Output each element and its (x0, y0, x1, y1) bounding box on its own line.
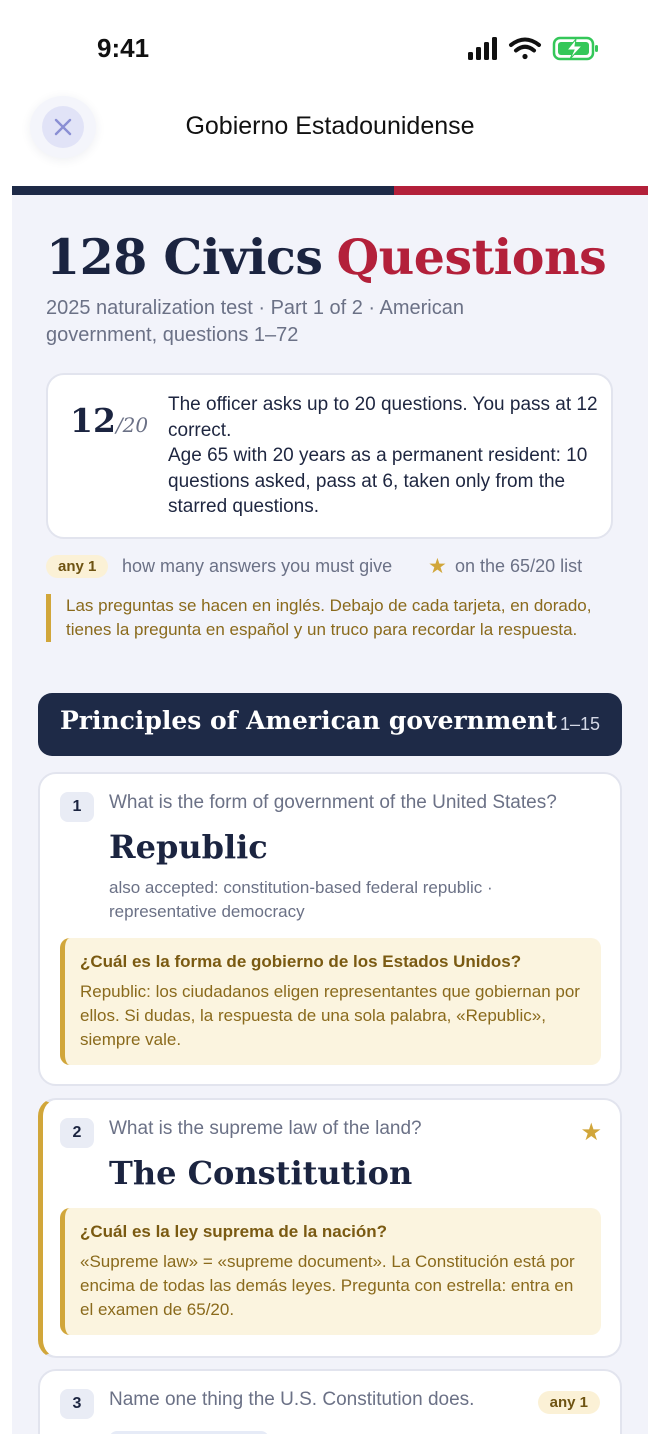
question-number: 2 (60, 1118, 94, 1148)
flag-stripe-blue (12, 186, 394, 195)
section-title: Principles of American government (60, 706, 557, 735)
question-card[interactable] (38, 1098, 622, 1358)
legend-any-pill: any 1 (46, 555, 108, 578)
pass-info-line-1: The officer asks up to 20 questions. You pass at 12 correct. (168, 394, 598, 441)
question-number: 1 (60, 792, 94, 822)
content-panel[interactable] (12, 186, 648, 1434)
pass-info-card (46, 373, 613, 539)
question-number: 3 (60, 1389, 94, 1419)
pass-info-line-2: Age 65 with 20 years as a permanent resident: 10 questions asked, pass at 6, taken only from the starred questions. (168, 445, 588, 517)
flag-stripe (12, 186, 648, 195)
hero-title-part2: Questions (336, 228, 607, 286)
hero-subtitle: 2025 naturalization test · Part 1 of 2 · American government, questions 1–72 (46, 297, 464, 346)
section-header[interactable] (38, 693, 622, 756)
star-icon: ★ (580, 1119, 602, 1146)
navigation-bar (0, 96, 660, 186)
spanish-tip-question: ¿Cuál es la forma de gobierno de los Estados Unidos? (80, 952, 522, 971)
legend-star-text: on the 65/20 list (455, 556, 583, 576)
any-answer-pill: any 1 (538, 1391, 600, 1414)
question-text: What is the supreme law of the land? (109, 1118, 422, 1139)
legend (46, 554, 626, 584)
pass-score-total: /20 (115, 413, 149, 437)
status-time: 9:41 (97, 33, 150, 63)
spanish-tip-question: ¿Cuál es la ley suprema de la nación? (80, 1222, 388, 1241)
flag-stripe-red (394, 186, 648, 195)
wifi-icon (511, 40, 539, 60)
cellular-signal-icon (468, 37, 497, 60)
hero-title (46, 228, 606, 286)
pass-info-text (168, 392, 598, 520)
question-text: What is the form of government of the United States? (109, 792, 557, 813)
spanish-tip (60, 1208, 601, 1335)
section-range: 1–15 (559, 714, 600, 734)
question-card[interactable] (38, 772, 622, 1086)
status-icons (466, 36, 600, 62)
battery-charging-icon (554, 38, 598, 59)
pass-score-value: 12 (70, 401, 116, 440)
question-card[interactable] (38, 1369, 622, 1434)
hero-title-part1: 128 Civics (46, 228, 323, 286)
page-title: Gobierno Estadounidense (185, 112, 475, 140)
status-bar (0, 0, 660, 96)
spanish-tip (60, 938, 601, 1065)
pass-score (70, 401, 148, 440)
legend-any-text: how many answers you must give (122, 556, 393, 576)
spanish-tip-body: Republic: los ciudadanos eligen representantes que gobiernan por ellos. Si dudas, la respuesta de una sola palabra, «Republic», siempre vale. (80, 982, 580, 1049)
question-also-accepted: also accepted: constitution-based federal republic · representative democracy (109, 878, 493, 921)
star-icon: ★ (428, 555, 447, 578)
language-note: Las preguntas se hacen en inglés. Debajo de cada tarjeta, en dorado, tienes la pregunta en español y un truco para recordar la respuesta. (46, 594, 606, 642)
question-text: Name one thing the U.S. Constitution does. (109, 1389, 475, 1410)
question-answer: The Constitution (109, 1154, 413, 1192)
question-answer: Republic (109, 828, 268, 866)
spanish-tip-body: «Supreme law» = «supreme document». La Constitución está por encima de todas las demás leyes. Pregunta con estrella: entra en el examen de 65/20. (80, 1252, 575, 1319)
